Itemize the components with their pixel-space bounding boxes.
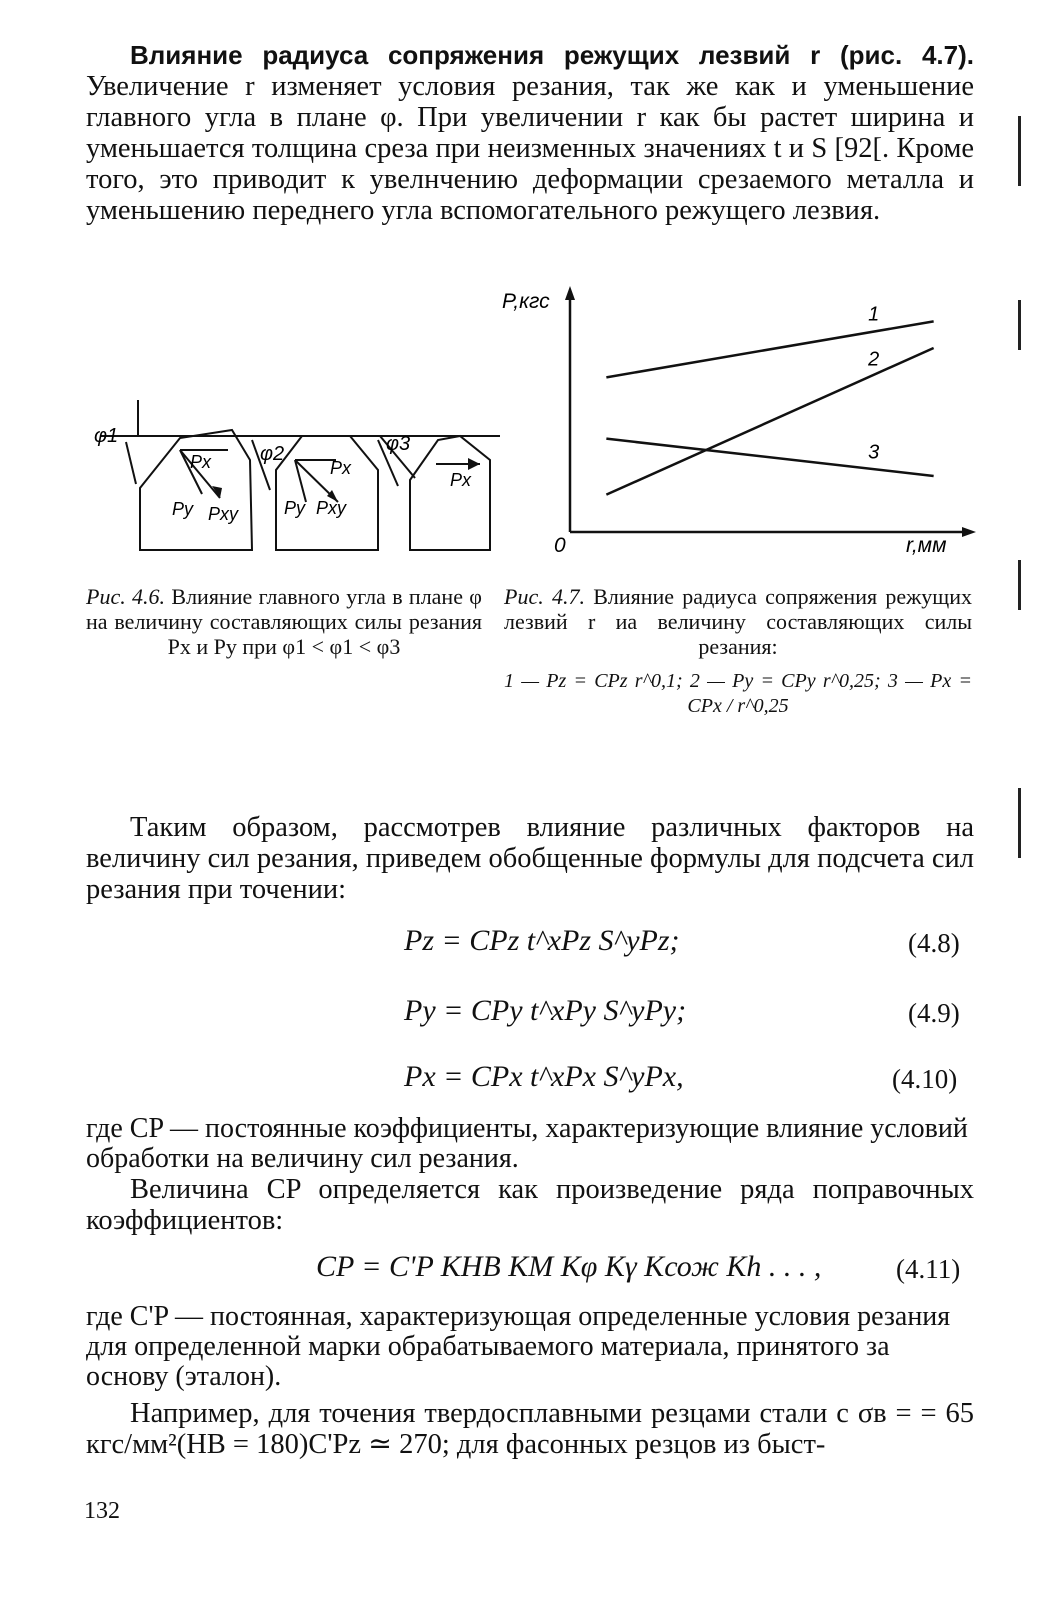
- px-label-2: Px: [330, 458, 352, 478]
- cutter-1-outline: [140, 430, 252, 550]
- figure-4-6-caption: [86, 584, 482, 659]
- x-axis-arrow: [962, 527, 976, 537]
- x-axis-label: r,мм: [906, 534, 947, 557]
- figure-4-7-caption: [504, 584, 972, 719]
- equation-4-10-number: (4.10): [892, 1064, 958, 1094]
- y-axis-arrow: [565, 286, 575, 300]
- equation-4-9: Py = CPy t^xPy S^yPy;: [404, 994, 687, 1027]
- caption-formula: 1 — Pz = CPz r^0,1; 2 — Py = CPy r^0,25; 3 — Px = CPx / r^0,25: [504, 670, 972, 717]
- caption-label: Рис. 4.6.: [86, 584, 166, 609]
- equation-4-11: CP = C'P KHB KM Kφ Kγ Kсож Kh . . . ,: [316, 1250, 822, 1283]
- paragraph-summary: Таким образом, рассмотрев влияние различных факторов на величину сил резания, приведем обобщенные формулы для подсчета сил резания при точении:: [86, 812, 975, 905]
- origin-label: 0: [554, 534, 566, 557]
- page-number: 132: [84, 1498, 120, 1524]
- px-label-1: Px: [190, 452, 212, 472]
- caption-text: Влияние радиуса сопряжения режущих лезвий r иа величину составляющих силы резания:: [504, 584, 973, 659]
- paragraph-example: Например, для точения твердосплавными резцами стали с σв = = 65 кгс/мм²(НВ = 180)C'Pz ≃ 270; для фасонных резцов из быст-: [86, 1398, 974, 1460]
- definition-lead: где CP —: [86, 1113, 198, 1144]
- section-heading: Влияние радиуса сопряжения режущих лезвий r (рис. 4.7).: [130, 40, 974, 70]
- scan-edge-mark: [1018, 300, 1021, 350]
- definition-text: постоянная, характеризующая определенные условия резания для определенной марки обрабатываемого материала, принятого за основу (эталон).: [86, 1301, 951, 1392]
- py-label-2: Py: [284, 498, 306, 518]
- scan-edge-mark: [1018, 116, 1021, 186]
- px-label-3: Px: [450, 470, 472, 490]
- cutter-3-outline: [410, 436, 490, 550]
- series-line-3: [606, 439, 933, 476]
- series-label-2: 2: [868, 348, 880, 371]
- phi3-label: φ3: [386, 433, 411, 455]
- equation-4-11-number: (4.11): [896, 1254, 961, 1284]
- definition-cp: [86, 1114, 974, 1174]
- equation-4-10: Px = CPx t^xPx S^yPx,: [404, 1060, 684, 1093]
- series-label-3: 3: [868, 441, 880, 464]
- definition-text: постоянные коэффициенты, характеризующие влияние условий обработки на величину сил резания.: [86, 1113, 968, 1174]
- equation-4-8-number: (4.8): [908, 928, 960, 958]
- pxy-label-1: Pxy: [208, 504, 239, 524]
- pxy-label-2: Pxy: [316, 498, 347, 518]
- y-axis-label: P,кгс: [502, 290, 550, 313]
- caption-label: Рис. 4.7.: [504, 584, 585, 609]
- equation-4-8: Pz = CPz t^xPz S^yPz;: [404, 924, 680, 957]
- phi2-label: φ2: [260, 443, 285, 465]
- series-label-1: 1: [868, 303, 880, 326]
- paragraph-cp: Величина CP определяется как произведение ряда поправочных коэффициентов:: [86, 1174, 974, 1236]
- paragraph-text: Увеличение r изменяет условия резания, так же как и уменьшение главного угла в плане φ. При увеличении r как бы растет ширина и уменьшается толщина среза при неизменных значениях t и S [92[. Кроме того, это приводит к увелнчению деформации срезаемого металла и уменьшению переднего угла вспомогательного режущего лезвия.: [86, 71, 974, 226]
- figure-4-7-chart: [502, 280, 980, 560]
- scan-edge-mark: [1018, 788, 1021, 858]
- caption-text: Влияние главного угла в плане φ на величину составляющих силы резания Px и Py при φ1 < φ1 < φ3: [86, 584, 483, 659]
- scan-edge-mark: [1018, 560, 1021, 610]
- figure-4-6: [80, 390, 510, 560]
- definition-lead: где C'P —: [86, 1301, 204, 1332]
- paragraph-radius-influence: [86, 40, 974, 226]
- phi1-label: φ1: [94, 425, 119, 447]
- cutter-2-outline: [276, 436, 378, 550]
- definition-cp-prime: [86, 1302, 974, 1392]
- py-label-1: Py: [172, 499, 194, 519]
- equation-4-9-number: (4.9): [908, 998, 960, 1028]
